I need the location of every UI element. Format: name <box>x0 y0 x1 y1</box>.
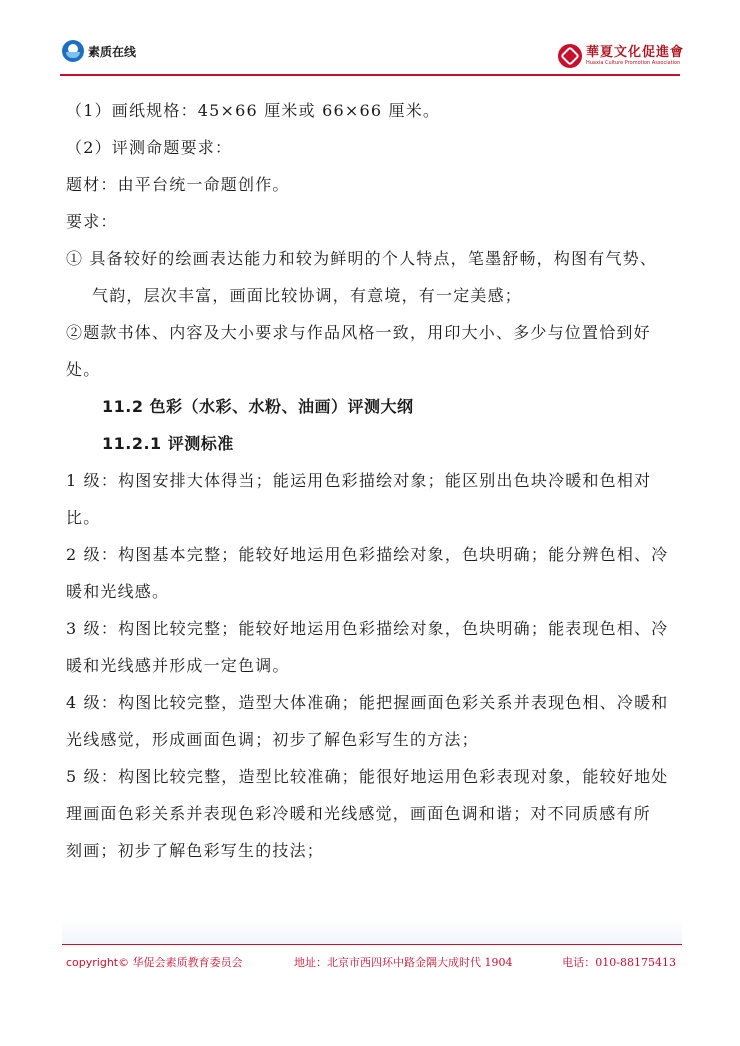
header-divider <box>60 74 680 76</box>
level-4-line-1: 4 级：构图比较完整，造型大体准确；能把握画面色彩关系并表现色相、冷暖和 <box>66 693 669 712</box>
requirements-label: 要求： <box>66 212 118 231</box>
level-5-line-2: 理画面色彩关系并表现色彩冷暖和光线感觉，画面色调和谐；对不同质感有所 <box>66 804 651 823</box>
suzhi-logo-text: 素质在线 <box>88 44 137 59</box>
document-body <box>66 92 676 869</box>
page-header <box>0 0 740 80</box>
level-1-line-1: 1 级：构图安排大体得当；能运用色彩描绘对象；能区别出色块冷暖和色相对 <box>66 471 652 490</box>
footer-address: 地址：北京市西四环中路金隅大成时代 1904 <box>294 956 513 969</box>
section-heading: 11.2 色彩（水彩、水粉、油画）评测大纲 <box>102 397 414 416</box>
suzhi-online-logo <box>62 40 136 62</box>
level-2-line-1: 2 级：构图基本完整；能较好地运用色彩描绘对象，色块明确；能分辨色相、冷 <box>66 545 669 564</box>
level-5-line-3: 刻画；初步了解色彩写生的技法； <box>66 841 325 860</box>
level-4-line-2: 光线感觉，形成画面色调；初步了解色彩写生的方法； <box>66 730 479 749</box>
level-3-line-2: 暖和光线感并形成一定色调。 <box>66 656 290 675</box>
requirement-1-line-2: 气韵，层次丰富，画面比较协调，有意境，有一定美感； <box>92 286 523 305</box>
huaxia-logo-cn: 華夏文化促進會 <box>585 44 684 60</box>
topic-requirements-line: （2）评测命题要求： <box>66 138 233 157</box>
footer-divider <box>62 944 682 945</box>
subsection-heading: 11.2.1 评测标准 <box>102 434 234 453</box>
requirement-1-line-1: ① 具备较好的绘画表达能力和较为鲜明的个人特点，笔墨舒畅，构图有气势、 <box>66 249 658 268</box>
huaxia-logo-en: Huaxia Culture Promotion Association <box>585 59 681 66</box>
subject-line: 题材：由平台统一命题创作。 <box>66 175 290 194</box>
level-1-line-2: 比。 <box>66 508 101 527</box>
requirement-2-line-2: 处。 <box>66 360 101 379</box>
level-3-line-1: 3 级：构图比较完整；能较好地运用色彩描绘对象，色块明确；能表现色相、冷 <box>66 619 669 638</box>
footer-shade <box>62 918 682 944</box>
level-2-line-2: 暖和光线感。 <box>66 582 170 601</box>
huaxia-seal-icon <box>558 44 582 68</box>
footer-phone: 电话：010-88175413 <box>562 956 676 969</box>
footer-copyright: copyright© 华促会素质教育委员会 <box>66 956 243 969</box>
page-footer <box>66 954 686 972</box>
huaxia-association-logo <box>558 44 684 68</box>
paper-size-line: （1）画纸规格：45×66 厘米或 66×66 厘米。 <box>66 101 441 120</box>
huaxia-logo-text <box>586 46 684 67</box>
requirement-2-line-1: ②题款书体、内容及大小要求与作品风格一致，用印大小、多少与位置恰到好 <box>66 323 651 342</box>
suzhi-logo-icon <box>62 40 84 62</box>
level-5-line-1: 5 级：构图比较完整，造型比较准确；能很好地运用色彩表现对象，能较好地处 <box>66 767 669 786</box>
